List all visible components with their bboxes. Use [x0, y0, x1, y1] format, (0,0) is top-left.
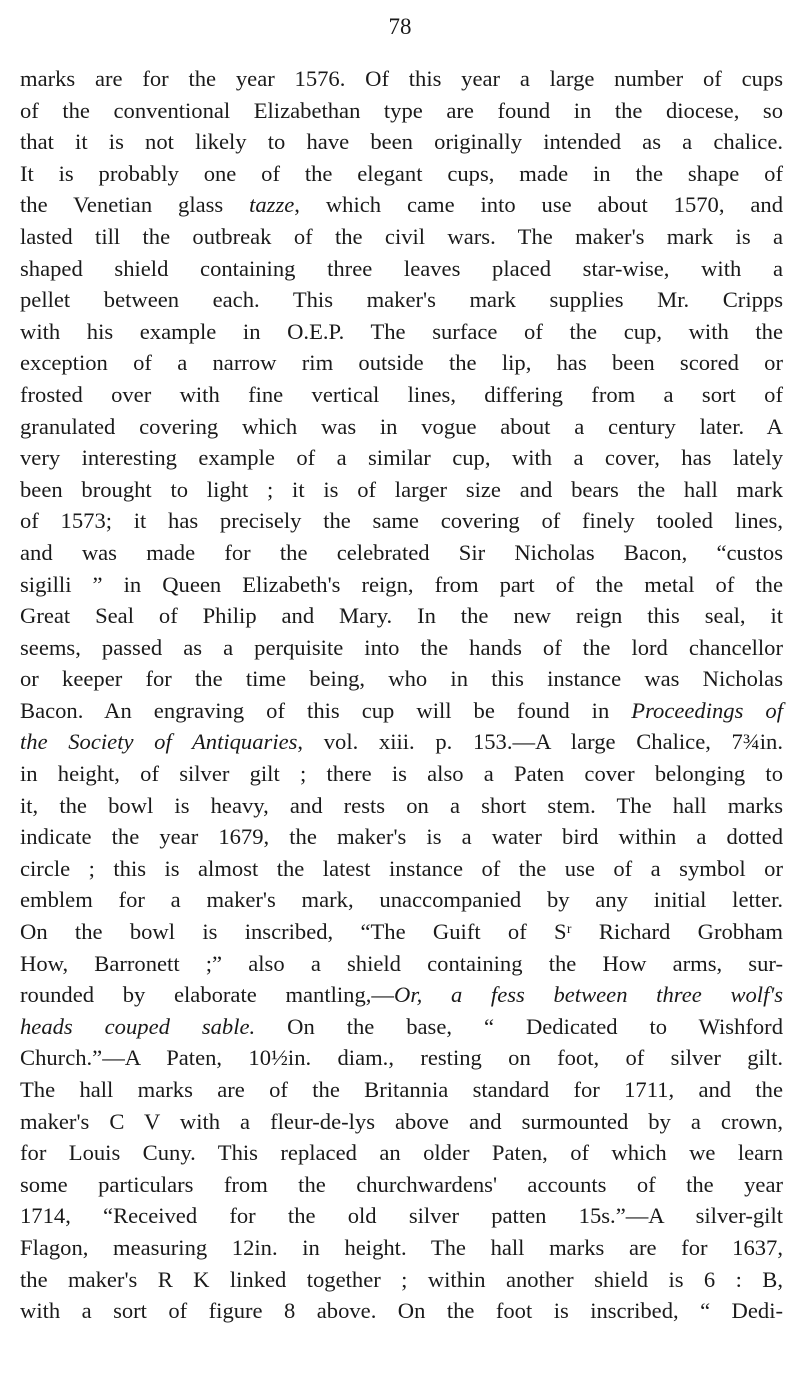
page-number: 78 [388, 14, 412, 39]
text-segment: pellet between each. This maker's mark supplies Mr. Cripps [20, 287, 783, 313]
text-line [20, 537, 783, 569]
text-line [20, 884, 783, 916]
text-line [20, 1042, 783, 1074]
text-segment: Flagon, measuring 12in. in height. The hall marks are for 1637, [20, 1234, 783, 1260]
text-segment: and was made for the celebrated Sir Nicholas Bacon, “custos [20, 539, 783, 565]
text-segment: frosted over with fine vertical lines, differing from a sort of [20, 381, 783, 407]
text-line [20, 632, 783, 664]
text-segment: it, the bowl is heavy, and rests on a short stem. The hall marks [20, 792, 783, 818]
text-segment: shaped shield containing three leaves placed star-wise, with a [20, 255, 783, 281]
text-line [20, 695, 783, 727]
text-line [20, 790, 783, 822]
italic-text-segment: the Society of Antiquaries [20, 729, 298, 755]
text-segment: of 1573; it has precisely the same covering of finely tooled lines, [20, 508, 783, 534]
text-segment: rounded by elaborate mantling,— [20, 982, 395, 1008]
text-line [20, 758, 783, 790]
text-line [20, 126, 783, 158]
text-segment: the Venetian glass [20, 192, 250, 218]
text-line [20, 853, 783, 885]
text-line [20, 1074, 783, 1106]
text-segment: Bacon. An engraving of this cup will be found in [20, 697, 632, 723]
text-segment: maker's C V with a fleur-de-lys above and surmounted by a crown, [20, 1108, 783, 1134]
text-segment: lasted till the outbreak of the civil wars. The maker's mark is a [20, 223, 783, 249]
text-line [20, 284, 783, 316]
text-segment: sigilli ” in Queen Elizabeth's reign, from part of the metal of the [20, 571, 783, 597]
text-segment: or keeper for the time being, who in this instance was Nicholas [20, 666, 783, 692]
text-line [20, 253, 783, 285]
text-segment: granulated covering which was in vogue about a century later. A [20, 413, 783, 439]
text-line [20, 1264, 783, 1296]
text-segment: some particulars from the churchwardens' accounts of the year [20, 1171, 783, 1197]
text-segment: It is probably one of the elegant cups, made in the shape of [20, 160, 783, 186]
text-line [20, 221, 783, 253]
body-text [20, 63, 783, 1327]
text-line [20, 379, 783, 411]
text-line [20, 189, 783, 221]
text-segment: very interesting example of a similar cup, with a cover, has lately [20, 445, 783, 471]
text-line [20, 948, 783, 980]
text-line [20, 916, 783, 948]
text-line [20, 1011, 783, 1043]
text-segment: circle ; this is almost the latest instance of the use of a symbol or [20, 855, 783, 881]
text-line [20, 600, 783, 632]
text-segment: marks are for the year 1576. Of this year a large number of cups [20, 66, 783, 91]
italic-text-segment: tazze [249, 192, 295, 218]
text-segment: On the base, “ Dedicated to Wishford [255, 1013, 784, 1039]
text-line [20, 95, 783, 127]
text-segment: , vol. xiii. p. 153.—A large Chalice, 7¾in. [297, 729, 783, 755]
text-line [20, 474, 783, 506]
text-segment: been brought to light ; it is of larger size and bears the hall mark [20, 476, 783, 502]
text-line [20, 1200, 783, 1232]
text-line [20, 1169, 783, 1201]
text-line [20, 1232, 783, 1264]
text-line [20, 569, 783, 601]
text-segment: of the conventional Elizabethan type are found in the diocese, so [20, 97, 783, 123]
text-line [20, 1106, 783, 1138]
text-segment: with a sort of figure 8 above. On the foot is inscribed, “ Dedi- [20, 1298, 783, 1324]
text-line [20, 821, 783, 853]
text-segment: the maker's R K linked together ; within another shield is 6 : B, [20, 1266, 783, 1292]
text-segment: seems, passed as a perquisite into the hands of the lord chancellor [20, 634, 783, 660]
text-segment: exception of a narrow rim outside the lip, has been scored or [20, 350, 783, 376]
text-segment: indicate the year 1679, the maker's is a water bird within a dotted [20, 824, 783, 850]
text-segment: for Louis Cuny. This replaced an older Paten, of which we learn [20, 1140, 783, 1166]
text-line [20, 411, 783, 443]
text-line [20, 505, 783, 537]
text-segment: Great Seal of Philip and Mary. In the new reign this seal, it [20, 603, 783, 629]
text-line [20, 316, 783, 348]
text-segment: 1714, “Received for the old silver patten 15s.”—A silver-gilt [20, 1203, 783, 1229]
text-line [20, 979, 783, 1011]
text-line [20, 347, 783, 379]
text-line [20, 158, 783, 190]
text-segment: How, Barronett ;” also a shield containing the How arms, sur- [20, 950, 783, 976]
text-segment: The hall marks are of the Britannia standard for 1711, and the [20, 1077, 783, 1102]
text-segment: , which came into use about 1570, and [294, 192, 783, 218]
text-line [20, 1137, 783, 1169]
italic-text-segment: Proceedings of [631, 697, 783, 723]
text-line [20, 63, 783, 95]
text-segment: On the bowl is inscribed, “The Guift of Sʳ Richard Grobham [20, 919, 783, 945]
text-segment: emblem for a maker's mark, unaccompanied by any initial letter. [20, 887, 783, 913]
italic-text-segment: heads couped sable. [20, 1013, 256, 1039]
text-line [20, 1295, 783, 1327]
text-segment: with his example in O.E.P. The surface of the cup, with the [20, 318, 783, 344]
text-segment: in height, of silver gilt ; there is also a Paten cover belonging to [20, 761, 783, 787]
italic-text-segment: Or, a fess between three wolf's [394, 982, 783, 1008]
text-line [20, 442, 783, 474]
text-line [20, 663, 783, 695]
text-line [20, 726, 783, 758]
text-segment: Church.”—A Paten, 10½in. diam., resting on foot, of silver gilt. [20, 1045, 783, 1071]
text-segment: that it is not likely to have been originally intended as a chalice. [20, 129, 783, 155]
